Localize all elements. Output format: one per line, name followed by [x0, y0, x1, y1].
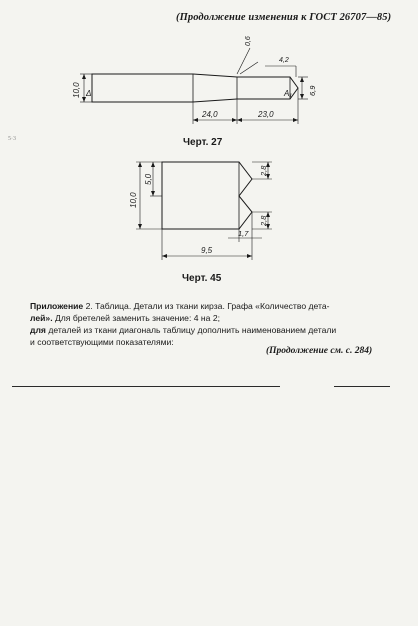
drawing-27-outline [92, 74, 298, 102]
drawing-45-dim-width: 9,5 [201, 246, 213, 255]
drawing-45 [0, 150, 418, 270]
drawing-45-dim-half: 5,0 [144, 173, 153, 185]
body-line-1: Приложение 2. Таблица. Детали из ткани кирза. Графа «Количество дета- [30, 301, 330, 311]
body-line-4: и соответствующими показателями: [30, 337, 174, 347]
drawing-27 [0, 0, 418, 150]
page-header: (Продолжение изменения к ГОСТ 26707—85) [176, 12, 392, 23]
drawing-27-dim-angle-top: 0,6 [245, 36, 252, 46]
drawing-45-caption: Черт. 45 [182, 273, 222, 284]
drawing-27-label-a1: A₁ [284, 89, 292, 98]
drawing-27-dim-left-len: 24,0 [202, 110, 218, 119]
margin-mark: 5·3 [8, 136, 16, 142]
drawing-27-caption: Черт. 27 [183, 137, 223, 148]
drawing-27-dim-height: 10,0 [72, 82, 81, 98]
drawing-27-label-delta: Δ [86, 89, 92, 98]
continued-note: (Продолжение см. с. 284) [266, 346, 373, 356]
body-line-3: для деталей из ткани диагональ таблицу дополнить наименованием детали [30, 325, 337, 335]
drawing-45-dim-notch-depth: 1,7 [238, 229, 249, 238]
body-text [30, 300, 386, 348]
rule-right [334, 386, 390, 387]
drawing-27-dim-right-len: 23,0 [258, 110, 274, 119]
body-line-2: лей». Для бретелей заменить значение: 4 на 2; [30, 313, 220, 323]
drawing-45-dim-height: 10,0 [129, 192, 138, 208]
drawing-45-dim-notch-top: 2,8 [259, 165, 268, 176]
rule-left [12, 386, 280, 387]
drawing-27-dim-slope: 4,2 [279, 57, 289, 64]
drawing-27-dim-right-height: 6,9 [308, 85, 317, 96]
drawing-45-dim-notch-bottom: 2,8 [259, 215, 268, 226]
drawing-45-outline [162, 162, 252, 229]
